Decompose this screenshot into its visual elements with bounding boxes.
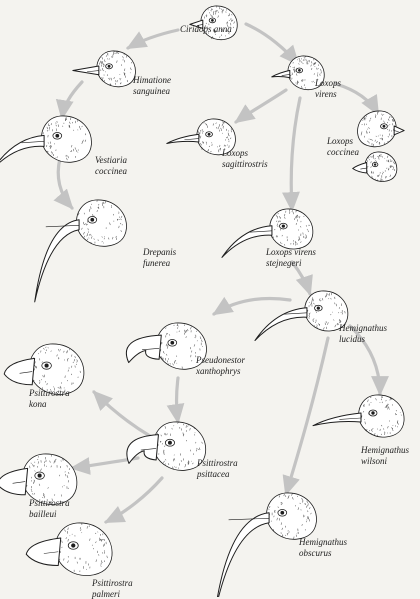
label-ciridops-anna: Ciridops anna bbox=[180, 24, 232, 34]
label-drepanis-funerea: Drepanis funerea bbox=[143, 247, 177, 268]
arrow-loxops-virens-to-coccinea bbox=[336, 84, 378, 114]
label-loxops-sagittirostris: Loxops sagittirostris bbox=[222, 148, 268, 169]
head-pseudonestor-xanthophrys bbox=[126, 323, 206, 369]
arrow-himatione-to-vestiaria bbox=[62, 82, 82, 118]
label-loxops-virens: Loxops virens bbox=[315, 78, 342, 99]
arrow-ciridops-to-himatione bbox=[128, 30, 178, 48]
arrow-ciridops-to-loxops-virens bbox=[246, 24, 298, 64]
head-ciridops-anna bbox=[190, 6, 237, 40]
head-loxops-coccinea-b bbox=[353, 152, 397, 182]
head-hemignathus-wilsoni bbox=[313, 395, 404, 437]
head-psittirostra-bailleui bbox=[0, 454, 77, 505]
label-hemignathus-wilsoni: Hemignathus wilsoni bbox=[361, 445, 409, 466]
label-loxops-coccinea: Loxops coccinea bbox=[327, 136, 359, 157]
head-drepanis-funerea bbox=[35, 200, 127, 302]
label-pseudonestor-xanthophrys: Pseudonestor xanthophrys bbox=[196, 355, 245, 376]
arrow-lucidus-to-obscurus bbox=[286, 338, 328, 494]
head-loxops-coccinea-a bbox=[358, 111, 405, 147]
head-psittirostra-kona bbox=[4, 344, 84, 395]
arrow-psittacea-to-kona bbox=[94, 392, 150, 436]
label-hemignathus-obscurus: Hemignathus obscurus bbox=[299, 537, 347, 558]
label-psittirostra-bailleui: Psittirostra bailleui bbox=[29, 498, 70, 519]
label-hemignathus-lucidus: Hemignathus lucidus bbox=[339, 323, 387, 344]
arrow-psittacea-to-palmeri bbox=[106, 478, 162, 522]
arrow-pseudonestor-to-psittacea bbox=[177, 378, 179, 422]
label-vestiaria-coccinea: Vestiaria coccinea bbox=[95, 155, 128, 176]
arrow-loxops-virens-to-stejnegeri bbox=[291, 98, 300, 210]
label-psittirostra-kona: Psittirostra kona bbox=[29, 388, 70, 409]
label-psittirostra-psittacea: Psittirostra psittacea bbox=[197, 458, 238, 479]
label-psittirostra-palmeri: Psittirostra palmeri bbox=[92, 578, 133, 599]
label-loxops-virens-stejnegeri: Loxops virens stejnegeri bbox=[266, 247, 316, 268]
head-vestiaria-coccinea bbox=[0, 116, 91, 168]
arrow-vestiaria-to-drepanis bbox=[58, 158, 72, 208]
label-himatione-sanguinea: Himatione sanguinea bbox=[133, 75, 171, 96]
arrow-lucidus-to-pseudonestor bbox=[214, 299, 290, 314]
arrow-loxops-virens-to-sagittirostris bbox=[236, 90, 286, 122]
head-psittirostra-palmeri bbox=[26, 523, 112, 576]
